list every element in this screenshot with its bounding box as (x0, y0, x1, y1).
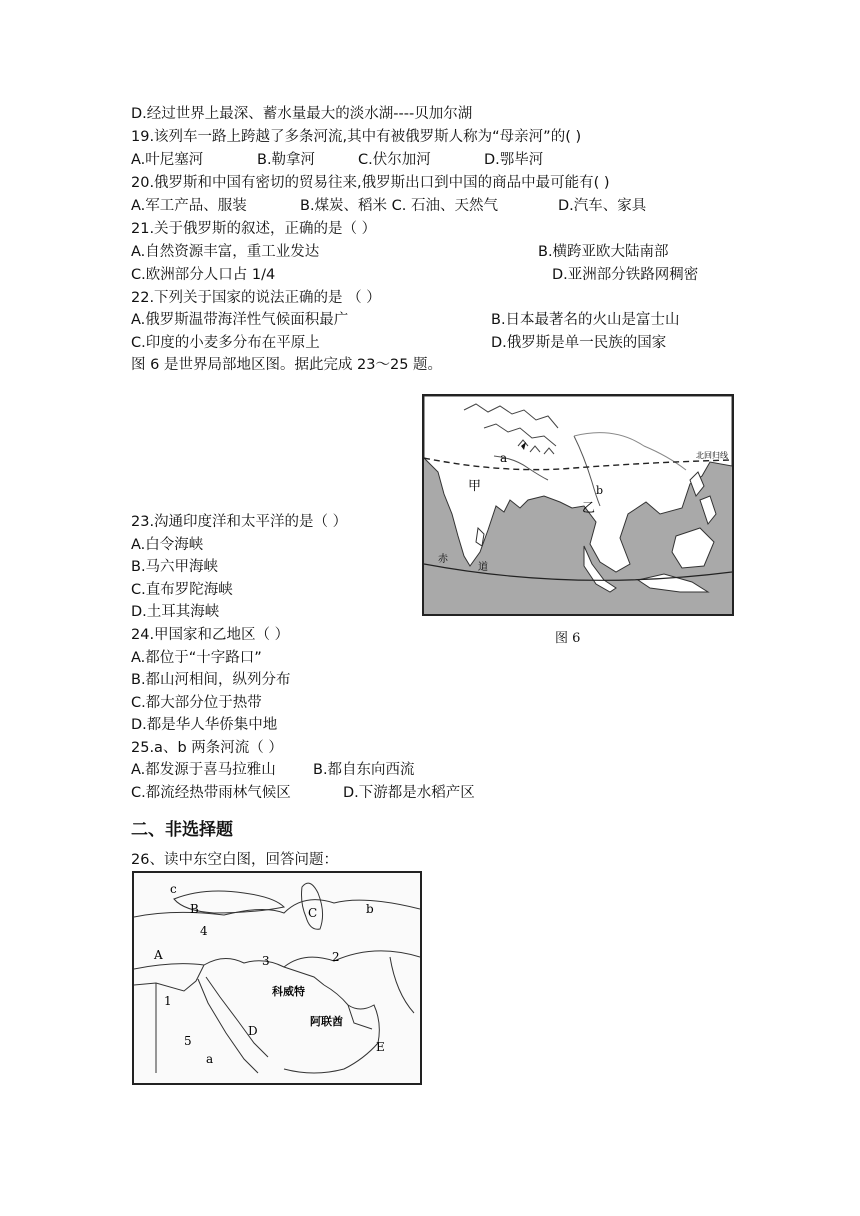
label-D: D (248, 1024, 258, 1038)
q23-option-d[interactable]: D.土耳其海峡 (131, 604, 220, 620)
question-24: 24.甲国家和乙地区（ ） (131, 627, 290, 643)
q25-option-d[interactable]: D.下游都是水稻产区 (343, 785, 475, 801)
figure-6-intro: 图 6 是世界局部地区图。据此完成 23～25 题。 (131, 357, 443, 373)
q25-option-a[interactable]: A.都发源于喜马拉雅山 (131, 762, 276, 778)
q22-option-b[interactable]: B.日本最著名的火山是富士山 (491, 312, 680, 328)
equator-label-1: 赤 (438, 554, 448, 565)
label-a: a (206, 1052, 214, 1066)
label-E: E (376, 1040, 385, 1054)
q22-option-d[interactable]: D.俄罗斯是单一民族的国家 (491, 335, 667, 351)
question-20: 20.俄罗斯和中国有密切的贸易往来,俄罗斯出口到中国的商品中最可能有( ) (131, 175, 610, 191)
question-21: 21.关于俄罗斯的叙述，正确的是（ ） (131, 221, 377, 237)
river-a-label: a (500, 451, 508, 465)
middle-east-map-drawing (134, 873, 420, 1083)
label-1: 1 (164, 994, 172, 1008)
q19-option-b[interactable]: B.勒拿河 (257, 152, 316, 168)
figure-6-map-drawing (424, 396, 732, 614)
q23-option-b[interactable]: B.马六甲海峡 (131, 559, 219, 575)
question-22: 22.下列关于国家的说法正确的是 （ ） (131, 290, 381, 306)
label-5: 5 (184, 1034, 192, 1048)
equator-label-2: 道 (478, 562, 488, 573)
q24-option-b[interactable]: B.都山河相间，纵列分布 (131, 672, 291, 688)
label-A: A (154, 948, 163, 962)
q24-option-a[interactable]: A.都位于“十字路口” (131, 650, 262, 666)
q23-option-a[interactable]: A.白令海峡 (131, 537, 204, 553)
q25-option-b[interactable]: B.都自东向西流 (313, 762, 415, 778)
label-C: C (308, 906, 318, 920)
q19-option-d[interactable]: D.鄂毕河 (484, 152, 544, 168)
country-jia-label: 甲 (468, 479, 482, 494)
q21-option-a[interactable]: A.自然资源丰富，重工业发达 (131, 244, 320, 260)
q20-option-a[interactable]: A.军工产品、服装 (131, 198, 247, 214)
q21-option-b[interactable]: B.横跨亚欧大陆南部 (538, 244, 669, 260)
question-26: 26、读中东空白图，回答问题： (131, 852, 338, 868)
question-25: 25.a、b 两条河流（ ） (131, 740, 283, 756)
label-B: B (190, 902, 199, 916)
q21-option-c[interactable]: C.欧洲部分人口占 1/4 (131, 267, 276, 283)
figure-6-map (422, 394, 734, 616)
q22-option-a[interactable]: A.俄罗斯温带海洋性气候面积最广 (131, 312, 349, 328)
q24-option-c[interactable]: C.都大部分位于热带 (131, 695, 262, 711)
river-b-label: b (596, 484, 604, 497)
figure-6-caption: 图 6 (555, 631, 581, 646)
q24-option-d[interactable]: D.都是华人华侨集中地 (131, 717, 278, 733)
section-2-heading: 二、非选择题 (131, 820, 233, 840)
region-yi-label: 乙 (582, 501, 596, 516)
q25-option-c[interactable]: C.都流经热带雨林气候区 (131, 785, 291, 801)
label-c: c (170, 882, 177, 896)
q19-option-c[interactable]: C.伏尔加河 (358, 152, 431, 168)
q20-option-bc[interactable]: B.煤炭、稻米 C. 石油、天然气 (300, 198, 499, 214)
tropic-label: 北回归线 (696, 451, 728, 460)
middle-east-map (132, 871, 422, 1085)
q20-option-d[interactable]: D.汽车、家具 (558, 198, 647, 214)
question-23: 23.沟通印度洋和太平洋的是（ ） (131, 514, 348, 530)
q18-option-d: D.经过世界上最深、蓄水量最大的淡水湖----贝加尔湖 (131, 106, 473, 122)
label-b: b (366, 902, 374, 916)
label-kuwait: 科威特 (272, 985, 305, 998)
q22-option-c[interactable]: C.印度的小麦多分布在平原上 (131, 335, 320, 351)
label-3: 3 (262, 954, 270, 968)
label-2: 2 (332, 950, 340, 964)
q21-option-d[interactable]: D.亚洲部分铁路网稠密 (552, 267, 699, 283)
q19-option-a[interactable]: A.叶尼塞河 (131, 152, 204, 168)
question-19: 19.该列车一路上跨越了多条河流,其中有被俄罗斯人称为“母亲河”的( ) (131, 129, 582, 145)
q23-option-c[interactable]: C.直布罗陀海峡 (131, 582, 233, 598)
label-uae: 阿联酋 (310, 1015, 343, 1028)
label-4: 4 (200, 924, 208, 938)
